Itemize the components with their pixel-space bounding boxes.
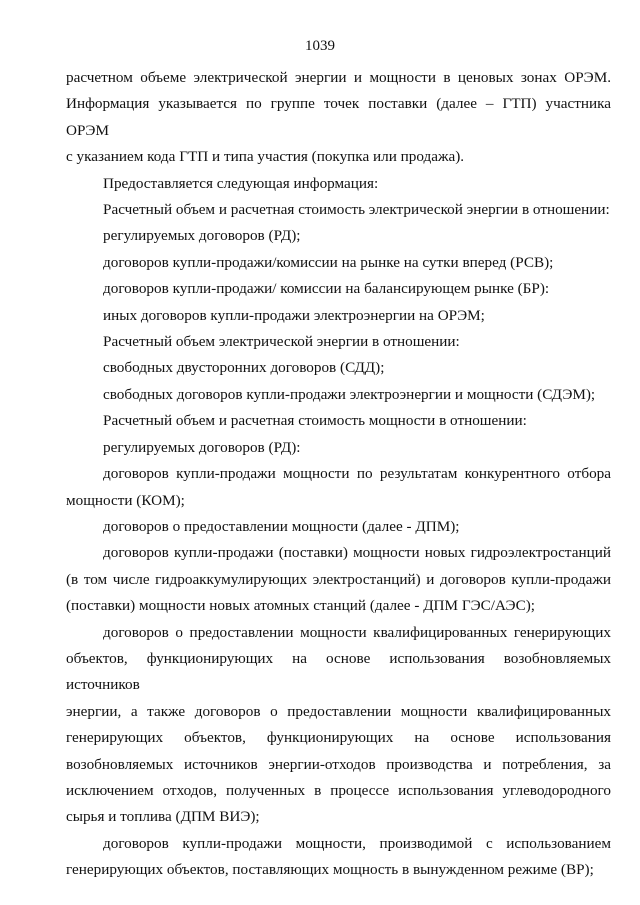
paragraph xyxy=(66,329,611,355)
text-line: возобновляемых источников энергии-отходов производства и потребления, за xyxy=(66,755,611,773)
text-line: свободных договоров купли-продажи электроэнергии и мощности (СДЭМ); xyxy=(103,385,596,403)
text-line: генерирующих объектов, поставляющих мощность в вынужденном режиме (ВР); xyxy=(66,861,594,879)
paragraph xyxy=(66,435,611,461)
text-line: договоров купли-продажи/комиссии на рынке на сутки вперед (РСВ); xyxy=(103,253,554,271)
text-line: свободных двусторонних договоров (СДД); xyxy=(103,359,385,377)
text-line: Расчетный объем электрической энергии в отношении: xyxy=(103,333,460,351)
text-line: (в том числе гидроаккумулирующих электростанций) и договоров купли-продажи xyxy=(66,570,611,588)
paragraph xyxy=(66,250,611,276)
text-line: Расчетный объем и расчетная стоимость электрической энергии в отношении: xyxy=(103,201,610,219)
paragraph xyxy=(66,355,611,381)
paragraph xyxy=(66,197,611,223)
paragraph xyxy=(66,514,611,540)
paragraph xyxy=(66,303,611,329)
paragraph xyxy=(66,620,611,831)
paragraph xyxy=(66,276,611,302)
paragraph xyxy=(66,540,611,619)
paragraph xyxy=(66,461,611,514)
paragraph xyxy=(66,831,611,884)
text-line: договоров купли-продажи мощности, производимой с использованием xyxy=(103,834,611,852)
text-line: расчетном объеме электрической энергии и мощности в ценовых зонах ОРЭМ. xyxy=(66,69,611,86)
text-line: Расчетный объем и расчетная стоимость мощности в отношении: xyxy=(103,412,527,430)
paragraph xyxy=(66,382,611,408)
paragraph xyxy=(66,223,611,249)
text-line: иных договоров купли-продажи электроэнергии на ОРЭМ; xyxy=(103,306,485,324)
text-line: договоров купли-продажи (поставки) мощности новых гидроэлектростанций xyxy=(103,544,611,562)
text-line: исключением отходов, полученных в процессе использования углеводородного xyxy=(66,781,611,799)
text-line: договоров купли-продажи/ комиссии на балансирующем рынке (БР): xyxy=(103,280,550,298)
text-line: объектов, функционирующих на основе использования возобновляемых источников xyxy=(66,649,611,694)
text-line: (поставки) мощности новых атомных станций (далее - ДПМ ГЭС/АЭС); xyxy=(66,597,535,615)
text-line: мощности (КОМ); xyxy=(66,491,185,509)
paragraph xyxy=(66,408,611,434)
text-line: регулируемых договоров (РД): xyxy=(103,438,301,456)
text-line: договоров о предоставлении мощности квалифицированных генерирующих xyxy=(103,623,611,641)
text-line: договоров купли-продажи мощности по результатам конкурентного отбора xyxy=(103,465,611,483)
text-line: регулируемых договоров (РД); xyxy=(103,227,301,245)
text-line: генерирующих объектов, функционирующих на основе использования xyxy=(66,729,611,747)
paragraph xyxy=(66,65,611,171)
page-number: 1039 xyxy=(305,38,335,54)
text-line: сырья и топлива (ДПМ ВИЭ); xyxy=(66,808,260,826)
text-line: с указанием кода ГТП и типа участия (покупка или продажа). xyxy=(66,148,465,166)
text-line: энергии, а также договоров о предоставлении мощности квалифицированных xyxy=(66,702,611,720)
text-line: Предоставляется следующая информация: xyxy=(103,174,379,192)
paragraph xyxy=(66,171,611,197)
text-line: Информация указывается по группе точек поставки (далее – ГТП) участника ОРЭМ xyxy=(66,95,611,139)
text-line: договоров о предоставлении мощности (далее - ДПМ); xyxy=(103,517,460,535)
document-body xyxy=(66,65,611,884)
